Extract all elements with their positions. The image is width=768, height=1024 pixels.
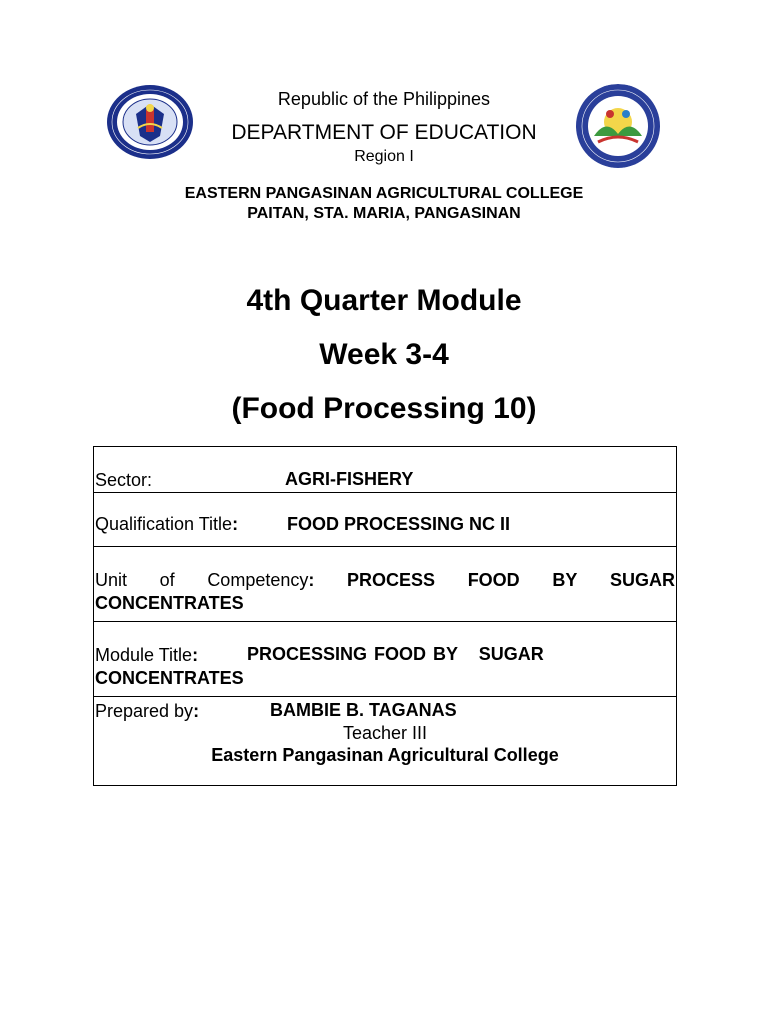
sector-label: Sector: [95, 470, 153, 490]
module-quarter-title: 4th Quarter Module [246, 284, 522, 317]
unit-of-label: of [159, 570, 175, 590]
qualification-value: FOOD PROCESSING NC II [287, 514, 511, 534]
college-heading: EASTERN PANGASINAN AGRICULTURAL COLLEGE [184, 185, 584, 202]
module-week-title: Week 3-4 [319, 338, 449, 371]
prepared-by-position: Teacher III [342, 723, 428, 743]
unit-word-3: BY [552, 570, 578, 590]
unit-word-2: FOOD [467, 570, 520, 590]
unit-label: Unit [95, 570, 128, 590]
unit-competency-row [94, 547, 676, 622]
competency-label: Competency: [207, 570, 315, 590]
republic-heading: Republic of the Philippines [277, 89, 491, 109]
unit-value-line2: CONCENTRATES [95, 593, 244, 613]
department-heading: DEPARTMENT OF EDUCATION [231, 121, 537, 144]
module-subject-title: (Food Processing 10) [231, 392, 537, 425]
prepared-by-row [94, 697, 676, 785]
unit-word-1: PROCESS [347, 570, 436, 590]
module-title-value-line2: CONCENTRATES [95, 668, 244, 688]
region-heading: Region I [354, 148, 414, 165]
module-title-value: PROCESSING FOOD BY SUGAR [247, 644, 544, 664]
sector-value: AGRI-FISHERY [285, 469, 414, 489]
unit-word-4: SUGAR [609, 570, 675, 590]
module-title-row [94, 622, 676, 697]
prepared-by-label: Prepared by: [95, 701, 200, 721]
prepared-by-school: Eastern Pangasinan Agricultural College [211, 745, 559, 765]
address-heading: PAITAN, STA. MARIA, PANGASINAN [247, 205, 521, 222]
qualification-row [94, 493, 676, 547]
sector-row [94, 447, 676, 493]
prepared-by-name: BAMBIE B. TAGANAS [270, 700, 457, 720]
qualification-label: Qualification Title: [95, 514, 239, 534]
module-info-table [93, 446, 677, 786]
unit-competency-line [95, 569, 675, 591]
module-title-label: Module Title: [95, 645, 199, 665]
